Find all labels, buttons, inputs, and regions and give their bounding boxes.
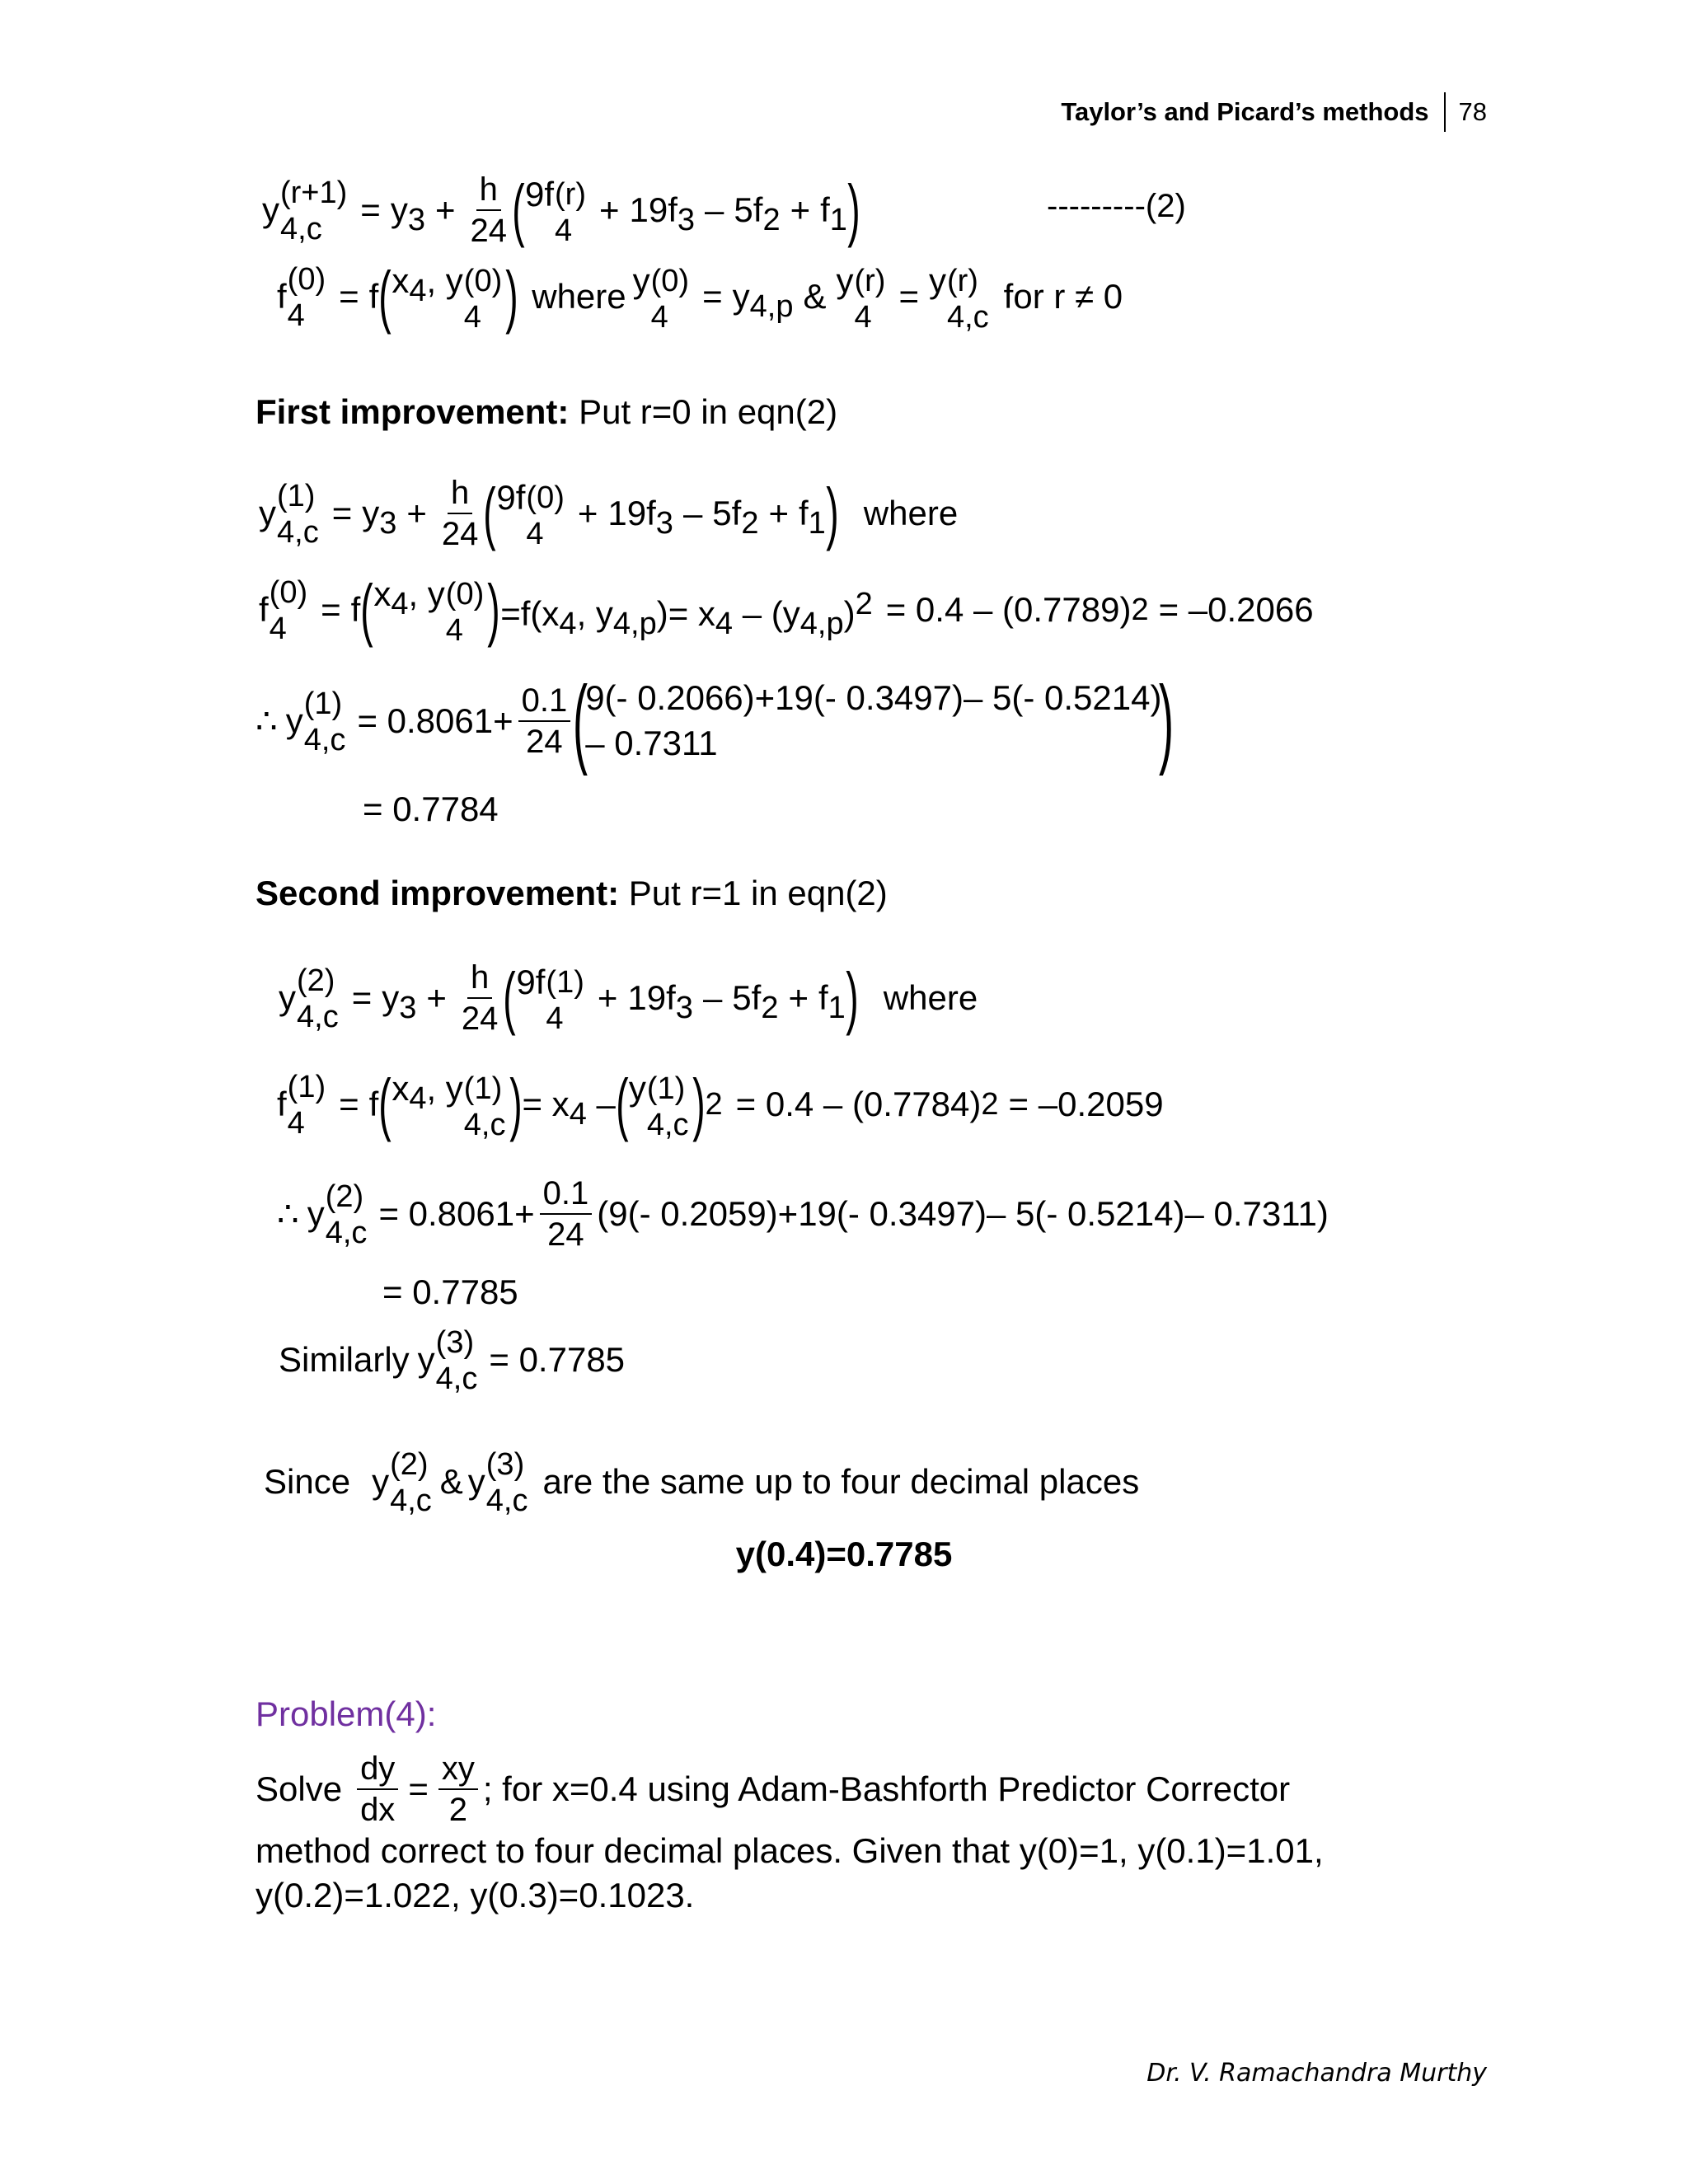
f4-definition: f (0) 4 = f ( x4, y (0) 4 ) where y (0) 4 = y4,p & y (r) 4 = y (r) 4,c for r ≠ 0 [277,257,1123,335]
corrector-formula: y (r+1) 4,c = y3 + $\frac{h}{24}$ ( 9f (r) 4 + 19f3 – 5f2 + f1 ) [262,171,860,249]
first-base-value: = 0.8061+ [357,701,513,740]
second-improvement-instruction: Put r=1 in eqn(2) [628,874,888,912]
since-label: Since [264,1462,351,1501]
second-improvement-label: Second improvement: [256,874,620,912]
first-calc-line2: – 0.7311 [585,723,718,762]
final-answer: y(0.4)=0.7785 [735,1535,953,1573]
similarly-line: Similarly y (3) 4,c = 0.7785 [279,1325,626,1396]
since-line: Since y (2) 4,c & y (3) 4,c are the same up to four decimal places [264,1447,1140,1518]
first-improvement-heading [256,392,837,432]
condition-label: for r ≠ 0 [1003,277,1123,316]
same-text: are the same up to four decimal places [542,1462,1140,1501]
second-base-value: = 0.8061+ [378,1194,535,1233]
chapter-title: Taylor’s and Picard’s methods [1061,97,1429,126]
second-correction-calc: ∴ y (2) 4,c = 0.8061+ $\frac{0.1}{24}$ (9(- 0.2059)+19(- 0.3497)– 5(- 0.5214)– 0.7311) [277,1175,1329,1253]
first-improvement-instruction: Put r=0 in eqn(2) [579,392,838,431]
first-correction-calc: ∴ y (1) 4,c = 0.8061+ $\frac{0.1}{24}$ ( 9(- 0.2066)+19(- 0.3497)– 5(- 0.5214) – 0.7311 ) [256,665,1175,776]
problem-title: Problem(4): [256,1694,437,1733]
second-result: = 0.7785 [382,1272,518,1311]
where-label-2: where [863,494,959,532]
second-improvement-formula: y (2) 4,c = y3 + $\frac{h}{24}$ ( 9f (1) 4 + 19f3 – 5f2 + f1 ) where [279,958,978,1037]
first-improvement-formula: y (1) 4,c = y3 + $\frac{h}{24}$ ( 9f (0) 4 + 19f3 – 5f2 + f1 ) where [259,474,959,552]
similarly-label: Similarly [279,1340,410,1379]
therefore-symbol-2: ∴ [277,1194,299,1233]
second-improvement-heading [256,874,888,913]
problem-statement-line2: method correct to four decimal places. Given that y(0)=1, y(0.1)=1.01, [256,1831,1324,1870]
where-label: where [532,277,626,316]
first-result: = 0.7784 [363,790,499,828]
therefore-symbol: ∴ [256,701,278,740]
where-label-3: where [883,978,978,1017]
similarly-result: = 0.7785 [489,1340,626,1379]
second-calc: (9(- 0.2059)+19(- 0.3497)– 5(- 0.5214)– 0.7311) [597,1194,1329,1233]
first-calc-line1: 9(- 0.2066)+19(- 0.3497)– 5(- 0.5214) [585,678,1162,717]
page-footer-author: Dr. V. Ramachandra Murthy [1146,2059,1487,2088]
solve-label: Solve [256,1769,343,1808]
first-f4-computation: f (0) 4 = f ( x4, y (0) 4 ) =f(x4, y4,p)= x4 – (y4,p)2 = 0.4 – (0.7789) 2 = –0.2066 [259,570,1314,649]
equation-tag: ---------(2) [1047,188,1186,224]
second-f4-result: = 0.4 – (0.7784) [735,1085,982,1123]
page-number: 78 [1458,97,1487,126]
first-improvement-label: First improvement: [256,392,570,431]
first-f4-result: = 0.4 – (0.7789) [885,590,1132,629]
second-f4-value: = –0.2059 [1008,1085,1164,1123]
problem-statement-line1: Solve $\frac{dy}{dx}$ = $\frac{xy}{2}$ ; for x=0.4 using Adam-Bashforth Predictor Corrector [256,1750,1291,1828]
second-f4-computation: f (1) 4 = f ( x4, y (1) 4,c ) = x4 – ( y (1) 4,c ) 2 = 0.4 – (0.7784) 2 = –0.2059 [277,1065,1164,1143]
problem-statement-line3: y(0.2)=1.022, y(0.3)=0.1023. [256,1876,695,1915]
page-header [1061,92,1487,132]
first-f4-value: = –0.2066 [1158,590,1314,629]
problem-rest: ; for x=0.4 using Adam-Bashforth Predictor Corrector [482,1769,1291,1808]
